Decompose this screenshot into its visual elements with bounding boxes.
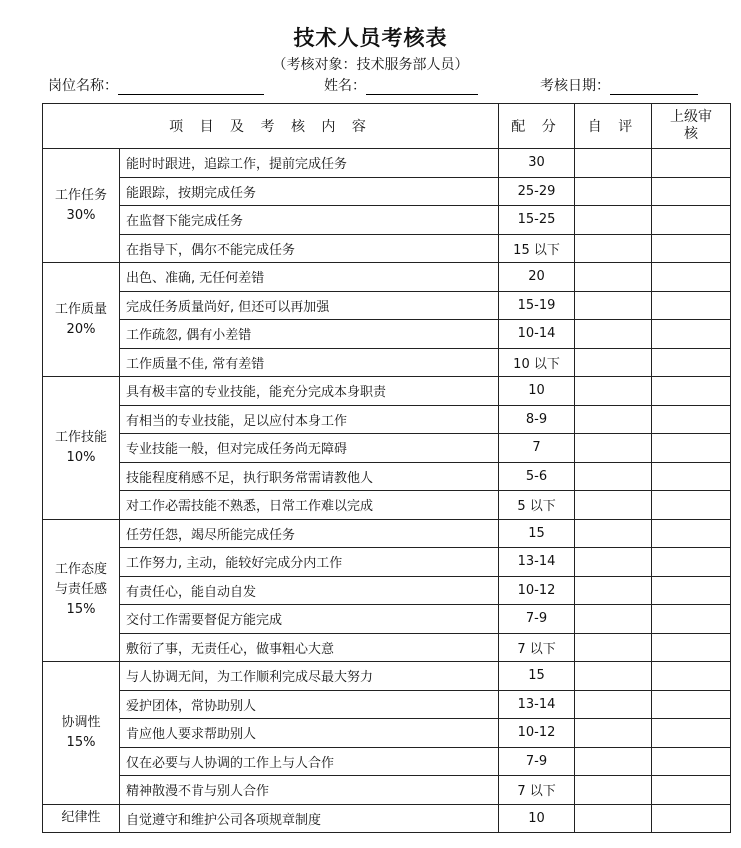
self-assessment-cell[interactable] xyxy=(575,491,652,520)
score-range: 10 xyxy=(499,804,575,833)
superior-review-cell[interactable] xyxy=(652,320,731,349)
score-range: 15-25 xyxy=(499,206,575,235)
criteria-description: 能跟踪，按期完成任务 xyxy=(120,177,499,206)
superior-review-cell[interactable] xyxy=(652,462,731,491)
self-assessment-cell[interactable] xyxy=(575,662,652,691)
header-superior-line1: 上级审 xyxy=(670,109,713,125)
criteria-description: 肯应他人要求帮助别人 xyxy=(120,719,499,748)
category-name: 工作任务 xyxy=(54,187,107,203)
superior-review-cell[interactable] xyxy=(652,719,731,748)
score-range: 15 xyxy=(499,519,575,548)
assessment-table xyxy=(42,103,731,833)
score-range: 20 xyxy=(499,263,575,292)
criteria-description: 精神散漫不肯与别人合作 xyxy=(120,776,499,805)
self-assessment-cell[interactable] xyxy=(575,576,652,605)
header-self: 自 评 xyxy=(575,104,652,149)
criteria-description: 在监督下能完成任务 xyxy=(120,206,499,235)
table-row xyxy=(43,348,731,377)
score-range: 8-9 xyxy=(499,405,575,434)
score-range: 10-14 xyxy=(499,320,575,349)
category-name: 协调性 xyxy=(61,714,101,730)
position-label: 岗位名称： xyxy=(48,78,118,94)
table-row xyxy=(43,177,731,206)
table-row xyxy=(43,804,731,833)
category-cell xyxy=(43,263,120,377)
criteria-description: 有相当的专业技能，足以应付本身工作 xyxy=(120,405,499,434)
criteria-description: 具有极丰富的专业技能，能充分完成本身职责 xyxy=(120,377,499,406)
criteria-description: 仅在必要与人协调的工作上与人合作 xyxy=(120,747,499,776)
category-cell xyxy=(43,804,120,833)
table-row xyxy=(43,519,731,548)
superior-review-cell[interactable] xyxy=(652,291,731,320)
self-assessment-cell[interactable] xyxy=(575,291,652,320)
name-input-line[interactable] xyxy=(366,78,478,95)
table-row xyxy=(43,234,731,263)
criteria-description: 专业技能一般，但对完成任务尚无障碍 xyxy=(120,434,499,463)
criteria-description: 出色、准确, 无任何差错 xyxy=(120,263,499,292)
category-cell xyxy=(43,149,120,263)
self-assessment-cell[interactable] xyxy=(575,234,652,263)
score-range: 7 以下 xyxy=(499,776,575,805)
score-range: 15 以下 xyxy=(499,234,575,263)
superior-review-cell[interactable] xyxy=(652,633,731,662)
criteria-description: 自觉遵守和维护公司各项规章制度 xyxy=(120,804,499,833)
date-input-line[interactable] xyxy=(610,78,698,95)
score-range: 10 xyxy=(499,377,575,406)
table-row xyxy=(43,633,731,662)
superior-review-cell[interactable] xyxy=(652,263,731,292)
self-assessment-cell[interactable] xyxy=(575,462,652,491)
superior-review-cell[interactable] xyxy=(652,548,731,577)
criteria-description: 技能程度稍感不足，执行职务常需请教他人 xyxy=(120,462,499,491)
superior-review-cell[interactable] xyxy=(652,177,731,206)
table-row xyxy=(43,690,731,719)
table-row xyxy=(43,747,731,776)
category-weight: 10% xyxy=(66,449,96,465)
superior-review-cell[interactable] xyxy=(652,206,731,235)
table-row xyxy=(43,434,731,463)
self-assessment-cell[interactable] xyxy=(575,263,652,292)
table-row xyxy=(43,377,731,406)
superior-review-cell[interactable] xyxy=(652,234,731,263)
self-assessment-cell[interactable] xyxy=(575,776,652,805)
category-name: 纪律性 xyxy=(61,810,101,826)
name-field xyxy=(324,75,478,95)
header-superior-line2: 核 xyxy=(684,126,699,142)
superior-review-cell[interactable] xyxy=(652,776,731,805)
position-field xyxy=(48,75,264,95)
criteria-description: 交付工作需要督促方能完成 xyxy=(120,605,499,634)
superior-review-cell[interactable] xyxy=(652,348,731,377)
superior-review-cell[interactable] xyxy=(652,519,731,548)
self-assessment-cell[interactable] xyxy=(575,206,652,235)
table-row xyxy=(43,291,731,320)
score-range: 10-12 xyxy=(499,719,575,748)
criteria-description: 有责任心，能自动自发 xyxy=(120,576,499,605)
score-range: 13-14 xyxy=(499,690,575,719)
self-assessment-cell[interactable] xyxy=(575,633,652,662)
self-assessment-cell[interactable] xyxy=(575,719,652,748)
criteria-description: 工作质量不佳, 常有差错 xyxy=(120,348,499,377)
score-range: 13-14 xyxy=(499,548,575,577)
form-subtitle: （考核对象：技术服务部人员） xyxy=(272,57,469,73)
score-range: 5 以下 xyxy=(499,491,575,520)
table-row xyxy=(43,263,731,292)
category-name-line2: 与责任感 xyxy=(54,582,107,598)
superior-review-cell[interactable] xyxy=(652,605,731,634)
self-assessment-cell[interactable] xyxy=(575,519,652,548)
self-assessment-cell[interactable] xyxy=(575,177,652,206)
superior-review-cell[interactable] xyxy=(652,149,731,178)
self-assessment-cell[interactable] xyxy=(575,747,652,776)
date-field xyxy=(540,75,698,95)
table-row xyxy=(43,149,731,178)
score-range: 5-6 xyxy=(499,462,575,491)
self-assessment-cell[interactable] xyxy=(575,149,652,178)
table-row xyxy=(43,605,731,634)
category-name: 工作态度 xyxy=(54,562,107,578)
superior-review-cell[interactable] xyxy=(652,377,731,406)
score-range: 7 以下 xyxy=(499,633,575,662)
header-superior xyxy=(652,104,731,149)
category-weight: 20% xyxy=(66,321,96,337)
superior-review-cell[interactable] xyxy=(652,747,731,776)
table-row xyxy=(43,320,731,349)
superior-review-cell[interactable] xyxy=(652,576,731,605)
table-row xyxy=(43,662,731,691)
criteria-description: 敷衍了事，无责任心，做事粗心大意 xyxy=(120,633,499,662)
score-range: 7 xyxy=(499,434,575,463)
position-input-line[interactable] xyxy=(118,78,264,95)
score-range: 15 xyxy=(499,662,575,691)
self-assessment-cell[interactable] xyxy=(575,348,652,377)
superior-review-cell[interactable] xyxy=(652,662,731,691)
score-range: 7-9 xyxy=(499,605,575,634)
category-cell xyxy=(43,377,120,520)
header-score: 配 分 xyxy=(499,104,575,149)
score-range: 15-19 xyxy=(499,291,575,320)
table-row xyxy=(43,776,731,805)
form-title: 技术人员考核表 xyxy=(293,26,448,50)
header-item: 项 目 及 考 核 内 容 xyxy=(43,104,499,149)
self-assessment-cell[interactable] xyxy=(575,377,652,406)
self-assessment-cell[interactable] xyxy=(575,605,652,634)
category-cell xyxy=(43,519,120,662)
criteria-description: 爱护团体，常协助别人 xyxy=(120,690,499,719)
criteria-description: 任劳任怨，竭尽所能完成任务 xyxy=(120,519,499,548)
self-assessment-cell[interactable] xyxy=(575,548,652,577)
score-range: 10-12 xyxy=(499,576,575,605)
self-assessment-cell[interactable] xyxy=(575,320,652,349)
criteria-description: 完成任务质量尚好, 但还可以再加强 xyxy=(120,291,499,320)
self-assessment-cell[interactable] xyxy=(575,690,652,719)
superior-review-cell[interactable] xyxy=(652,804,731,833)
self-assessment-cell[interactable] xyxy=(575,434,652,463)
criteria-description: 与人协调无间，为工作顺利完成尽最大努力 xyxy=(120,662,499,691)
superior-review-cell[interactable] xyxy=(652,491,731,520)
criteria-description: 对工作必需技能不熟悉，日常工作难以完成 xyxy=(120,491,499,520)
table-row xyxy=(43,548,731,577)
category-cell xyxy=(43,662,120,805)
score-range: 10 以下 xyxy=(499,348,575,377)
category-weight: 30% xyxy=(66,207,96,223)
criteria-description: 在指导下，偶尔不能完成任务 xyxy=(120,234,499,263)
superior-review-cell[interactable] xyxy=(652,690,731,719)
category-weight: 15% xyxy=(66,734,96,750)
criteria-description: 工作疏忽, 偶有小差错 xyxy=(120,320,499,349)
category-name: 工作技能 xyxy=(54,429,107,445)
name-label: 姓名： xyxy=(324,78,366,94)
score-range: 7-9 xyxy=(499,747,575,776)
self-assessment-cell[interactable] xyxy=(575,405,652,434)
table-header-row xyxy=(43,104,731,149)
table-row xyxy=(43,405,731,434)
table-row xyxy=(43,462,731,491)
score-range: 25-29 xyxy=(499,177,575,206)
criteria-description: 工作努力, 主动，能较好完成分内工作 xyxy=(120,548,499,577)
table-row xyxy=(43,719,731,748)
criteria-description: 能时时跟进，追踪工作，提前完成任务 xyxy=(120,149,499,178)
score-range: 30 xyxy=(499,149,575,178)
superior-review-cell[interactable] xyxy=(652,405,731,434)
table-row xyxy=(43,206,731,235)
table-row xyxy=(43,576,731,605)
table-row xyxy=(43,491,731,520)
self-assessment-cell[interactable] xyxy=(575,804,652,833)
category-name: 工作质量 xyxy=(54,301,107,317)
date-label: 考核日期： xyxy=(540,78,610,94)
category-weight: 15% xyxy=(66,602,96,618)
superior-review-cell[interactable] xyxy=(652,434,731,463)
